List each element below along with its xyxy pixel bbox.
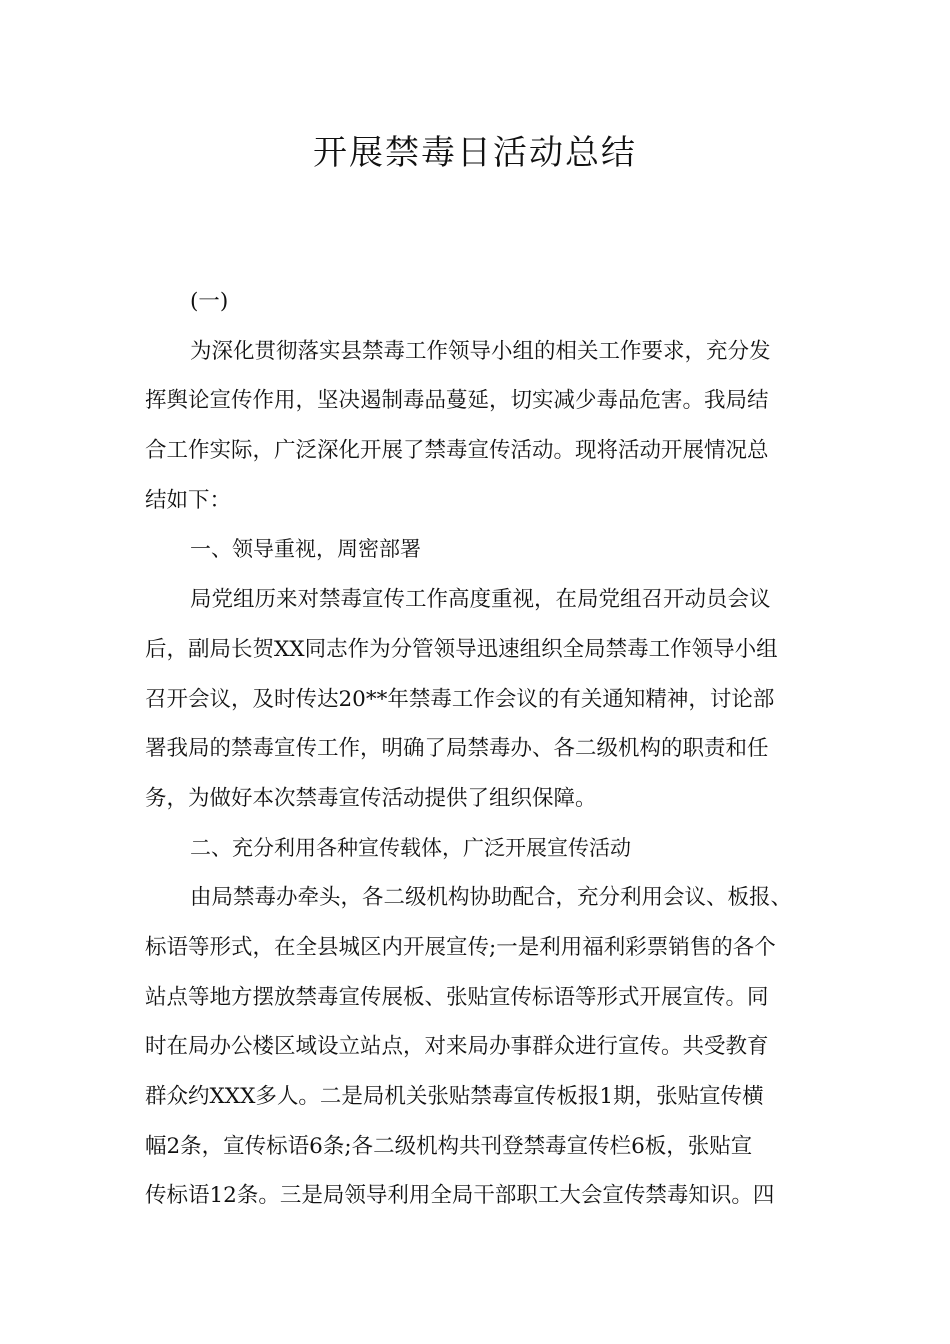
paragraph-line: 标语等形式，在全县城区内开展宣传;一是利用福利彩票销售的各个 [145,934,776,960]
paragraph-line: 站点等地方摆放禁毒宣传展板、张贴宣传标语等形式开展宣传。同 [145,984,769,1010]
paragraph-line: 挥舆论宣传作用，坚决遏制毒品蔓延，切实减少毒品危害。我局结 [145,388,769,414]
paragraph-line: 为深化贯彻落实县禁毒工作领导小组的相关工作要求，充分发 [190,338,771,364]
paragraph-line: 群众约XXX多人。二是局机关张贴禁毒宣传板报1期，张贴宣传横 [145,1084,764,1109]
section-heading: 一、领导重视，周密部署 [190,537,421,562]
paragraph-line: 召开会议，及时传达20**年禁毒工作会议的有关通知精神，讨论部 [145,686,775,712]
paragraph-line: 合工作实际，广泛深化开展了禁毒宣传活动。现将活动开展情况总 [145,438,769,464]
paragraph-line: 传标语12条。三是局领导利用全局干部职工大会宣传禁毒知识。四 [145,1183,775,1209]
paragraph-line: 署我局的禁毒宣传工作，明确了局禁毒办、各二级机构的职责和任 [145,736,769,762]
paragraph-line: 务，为做好本次禁毒宣传活动提供了组织保障。 [145,785,597,811]
paragraph-line: 局党组历来对禁毒宣传工作高度重视，在局党组召开动员会议 [190,587,771,613]
section-heading: 二、充分利用各种宣传载体，广泛开展宣传活动 [190,835,631,860]
paragraph-line: 结如下： [145,487,232,513]
paragraph-line: 幅2条，宣传标语6条;各二级机构共刊登禁毒宣传栏6板，张贴宣 [145,1133,753,1159]
document-title: 开展禁毒日活动总结 [313,133,637,173]
paragraph-line: 时在局办公楼区域设立站点，对来局办事群众进行宣传。共受教育 [145,1034,769,1060]
paragraph-line: 由局禁毒办牵头，各二级机构协助配合，充分利用会议、板报、 [190,885,793,911]
document-body [145,277,810,1221]
section-number: (一) [190,289,229,314]
paragraph-line: 后，副局长贺XX同志作为分管领导迅速组织全局禁毒工作领导小组 [145,636,778,662]
